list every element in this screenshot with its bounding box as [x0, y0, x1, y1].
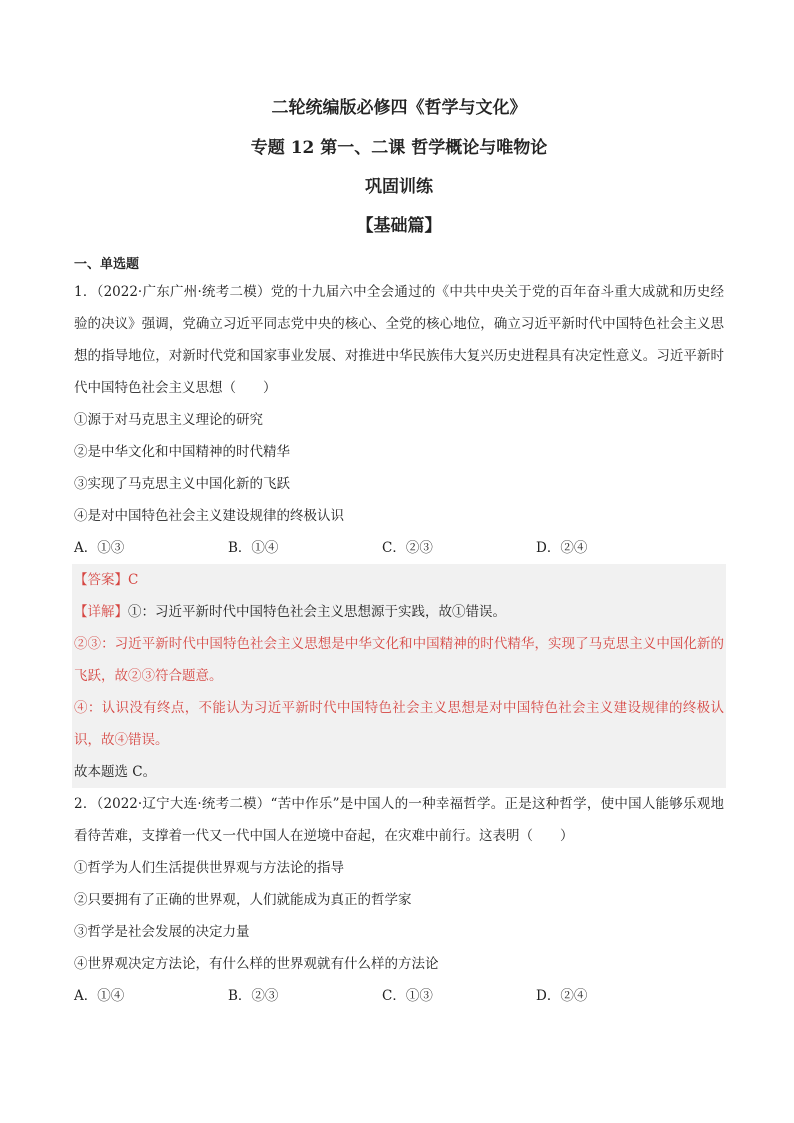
doc-level-title: 【基础篇】 [356, 216, 442, 236]
detail-line-3: ④：认识没有终点，不能认为习近平新时代中国特色社会主义思想是对中国特色社会主义建设规律的终极认识，故④错误。 [74, 700, 724, 748]
choice-c: C．②③ [382, 540, 433, 556]
choice-d: D．②④ [536, 988, 588, 1004]
question-2-item-2: ②只要拥有了正确的世界观，人们就能成为真正的哲学家 [74, 892, 412, 908]
question-1-item-1: ①源于对马克思主义理论的研究 [74, 412, 263, 428]
doc-section-title: 巩固训练 [365, 177, 433, 197]
question-1-choices [74, 532, 724, 564]
answer-line: 【答案】C [74, 572, 139, 588]
doc-subtitle: 专题 12 第一、二课 哲学概论与唯物论 [250, 138, 548, 158]
answer-box [72, 564, 726, 788]
detail-text-1: ①：习近平新时代中国特色社会主义思想源于实践，故①错误。 [128, 604, 506, 620]
question-1-item-2: ②是中华文化和中国精神的时代精华 [74, 444, 290, 460]
question-2-choices [74, 980, 724, 1012]
choice-b: B．②③ [228, 988, 279, 1004]
section-heading: 一、单选题 [74, 257, 140, 272]
question-2-item-4: ④世界观决定方法论，有什么样的世界观就有什么样的方法论 [74, 956, 439, 972]
question-1-item-4: ④是对中国特色社会主义建设规律的终极认识 [74, 508, 344, 524]
doc-title: 二轮统编版必修四《哲学与文化》 [271, 98, 527, 118]
choice-c: C．①③ [382, 988, 433, 1004]
detail-label: 【详解】 [74, 604, 128, 620]
question-1-stem: 1．（2022·广东广州·统考二模）党的十九届六中全会通过的《中共中央关于党的百年奋斗重大成就和历史经验的决议》强调，党确立习近平同志党中央的核心、全党的核心地位，确立习近平新时代中国特色社会主义思想的指导地位，对新时代党和国家事业发展、对推进中华民族伟大复兴历史进程具有决定性意义。习近平新时代中国特色社会主义思想（ ） [74, 284, 724, 396]
question-1-item-3: ③实现了马克思主义中国化新的飞跃 [74, 476, 290, 492]
question-2 [74, 788, 724, 1012]
question-2-item-1: ①哲学为人们生活提供世界观与方法论的指导 [74, 860, 344, 876]
choice-a: A．①④ [74, 988, 125, 1004]
choice-a: A．①③ [74, 540, 125, 556]
detail-line-1 [74, 596, 724, 628]
conclusion-line: 故本题选 C。 [74, 764, 157, 780]
question-2-stem: 2．（2022·辽宁大连·统考二模）“苦中作乐”是中国人的一种幸福哲学。正是这种哲学，使中国人能够乐观地看待苦难，支撑着一代又一代中国人在逆境中奋起，在灾难中前行。这表明（ ） [74, 796, 724, 844]
question-2-item-3: ③哲学是社会发展的决定力量 [74, 924, 250, 940]
document-page [74, 95, 724, 1012]
choice-b: B．①④ [228, 540, 279, 556]
choice-d: D．②④ [536, 540, 588, 556]
question-1 [74, 276, 724, 788]
detail-line-2: ②③：习近平新时代中国特色社会主义思想是中华文化和中国精神的时代精华，实现了马克思主义中国化新的飞跃，故②③符合题意。 [74, 636, 724, 684]
